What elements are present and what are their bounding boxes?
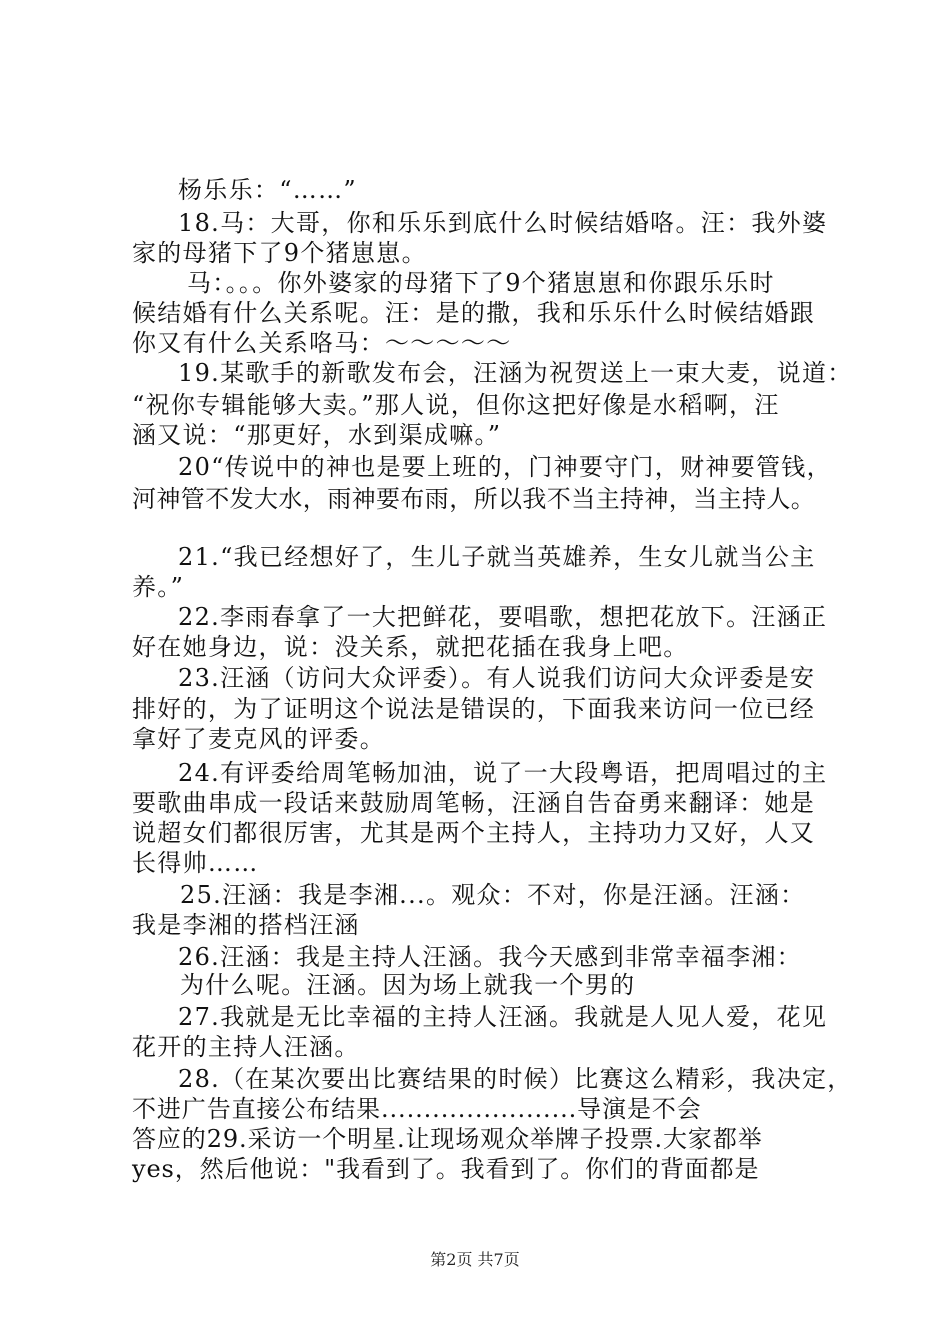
text-line: 25.汪涵：我是李湘...。观众：不对，你是汪涵。汪涵： (180, 881, 806, 909)
text-line: 20“传说中的神也是要上班的，门神要守门，财神要管钱， (178, 453, 832, 481)
text-line: 长得帅…… (132, 849, 259, 877)
text-line: 19.某歌手的新歌发布会，汪涵为祝贺送上一束大麦，说道： (178, 359, 853, 387)
text-line: 我是李湘的搭档汪涵 (132, 911, 360, 939)
text-line: 18.马：大哥，你和乐乐到底什么时候结婚咯。汪：我外婆 (178, 209, 828, 237)
text-line: 22.李雨春拿了一大把鲜花，要唱歌，想把花放下。汪涵正 (178, 603, 828, 631)
text-line: 排好的，为了证明这个说法是错误的，下面我来访问一位已经 (132, 695, 816, 723)
text-line: 好在她身边，说：没关系，就把花插在我身上吧。 (132, 633, 689, 661)
text-line: 21.“我已经想好了，生儿子就当英雄养，生女儿就当公主 (178, 543, 816, 571)
text-line: 28.（在某次要出比赛结果的时候）比赛这么精彩，我决定， (178, 1065, 853, 1093)
text-line: 23.汪涵（访问大众评委）。有人说我们访问大众评委是安 (178, 664, 816, 692)
text-line: 为什么呢。汪涵。因为场上就我一个男的 (180, 971, 636, 999)
text-line: 候结婚有什么关系呢。汪：是的撒，我和乐乐什么时候结婚跟 (132, 299, 816, 327)
text-line: “祝你专辑能够大卖。”那人说，但你这把好像是水稻啊，汪 (132, 391, 780, 419)
text-line: 26.汪涵：我是主持人汪涵。我今天感到非常幸福李湘： (178, 943, 802, 971)
text-line: 杨乐乐：“……” (178, 176, 357, 204)
text-line: 说超女们都很厉害，尤其是两个主持人，主持功力又好，人又 (132, 819, 816, 847)
text-line: 要歌曲串成一段话来鼓励周笔畅，汪涵自告奋勇来翻译：她是 (132, 789, 816, 817)
text-line: 家的母猪下了9个猪崽崽。 (132, 239, 427, 267)
text-line: 不进广告直接公布结果.......................导演是不会 (132, 1095, 702, 1123)
text-line: 涵又说：“那更好，水到渠成嘛。” (132, 421, 502, 449)
text-line: 拿好了麦克风的评委。 (132, 725, 385, 753)
text-line: 河神管不发大水，雨神要布雨，所以我不当主持神，当主持人。 (132, 485, 816, 513)
text-line: 马：。。。你外婆家的母猪下了9个猪崽崽和你跟乐乐时 (187, 269, 775, 297)
text-line: 花开的主持人汪涵。 (132, 1033, 360, 1061)
page-footer: 第2页 共7页 (430, 1250, 520, 1269)
text-line: 你又有什么关系咯马：～～～～～ (132, 329, 512, 357)
text-line: 24.有评委给周笔畅加油，说了一大段粤语，把周唱过的主 (178, 759, 828, 787)
text-line: 养。” (132, 573, 185, 601)
text-line: 答应的29.采访一个明星.让现场观众举牌子投票.大家都举 (132, 1125, 763, 1153)
text-line: yes，然后他说："我看到了。我看到了。你们的背面都是 (132, 1155, 760, 1183)
text-line: 27.我就是无比幸福的主持人汪涵。我就是人见人爱，花见 (178, 1003, 828, 1031)
